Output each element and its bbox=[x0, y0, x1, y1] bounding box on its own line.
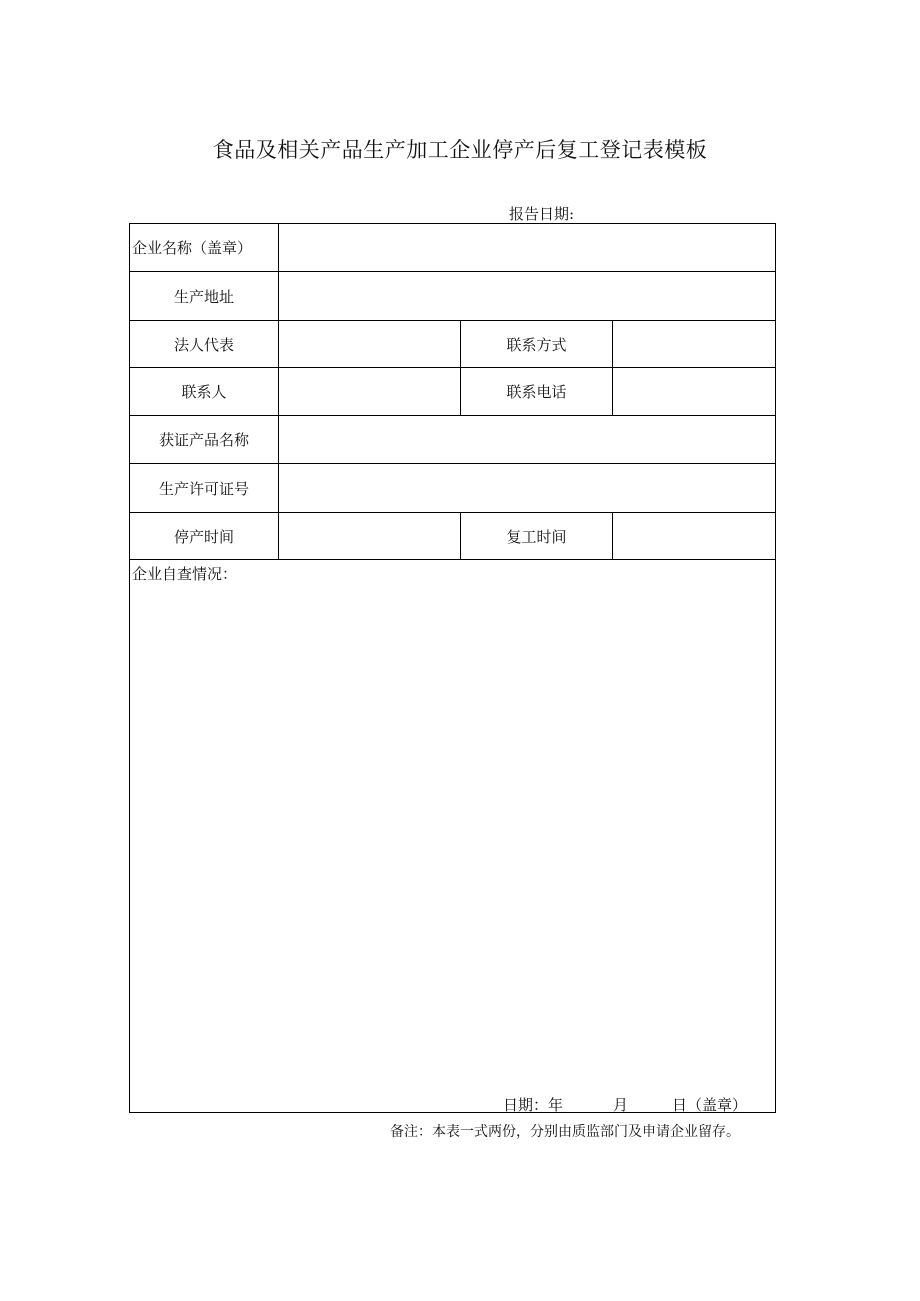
row-contact-person bbox=[130, 368, 775, 416]
production-address-field[interactable] bbox=[279, 272, 776, 320]
contact-method-label: 联系方式 bbox=[461, 321, 613, 367]
registration-form bbox=[129, 223, 776, 1113]
row-certified-product bbox=[130, 416, 775, 464]
sign-month-label: 月 bbox=[613, 1096, 629, 1114]
contact-method-field[interactable] bbox=[613, 321, 776, 367]
contact-person-label: 联系人 bbox=[130, 368, 279, 415]
production-address-label: 生产地址 bbox=[130, 272, 279, 320]
enterprise-name-label: 企业名称（盖章） bbox=[130, 224, 279, 271]
sign-date-label: 日期：年 bbox=[503, 1096, 564, 1114]
row-legal-rep bbox=[130, 321, 775, 368]
certified-product-label: 获证产品名称 bbox=[130, 416, 279, 463]
production-license-field[interactable] bbox=[279, 464, 776, 512]
report-date-label: 报告日期: bbox=[509, 205, 575, 223]
row-stop-resume-time bbox=[130, 513, 775, 560]
legal-rep-label: 法人代表 bbox=[130, 321, 279, 367]
resume-time-field[interactable] bbox=[613, 513, 776, 559]
self-check-label: 企业自查情况： bbox=[132, 565, 238, 583]
legal-rep-field[interactable] bbox=[279, 321, 461, 367]
contact-person-field[interactable] bbox=[279, 368, 461, 415]
certified-product-field[interactable] bbox=[279, 416, 776, 463]
footnote: 备注：本表一式两份，分别由质监部门及申请企业留存。 bbox=[390, 1124, 740, 1140]
production-license-label: 生产许可证号 bbox=[130, 464, 279, 512]
document-title: 食品及相关产品生产加工企业停产后复工登记表模板 bbox=[212, 138, 708, 162]
stop-time-label: 停产时间 bbox=[130, 513, 279, 559]
sign-day-label: 日（盖章） bbox=[672, 1096, 748, 1114]
stop-time-field[interactable] bbox=[279, 513, 461, 559]
row-enterprise-name bbox=[130, 224, 775, 272]
resume-time-label: 复工时间 bbox=[461, 513, 613, 559]
contact-phone-label: 联系电话 bbox=[461, 368, 613, 415]
row-production-license bbox=[130, 464, 775, 513]
contact-phone-field[interactable] bbox=[613, 368, 776, 415]
enterprise-name-field[interactable] bbox=[279, 224, 776, 271]
row-production-address bbox=[130, 272, 775, 321]
self-check-area[interactable] bbox=[130, 560, 775, 1112]
